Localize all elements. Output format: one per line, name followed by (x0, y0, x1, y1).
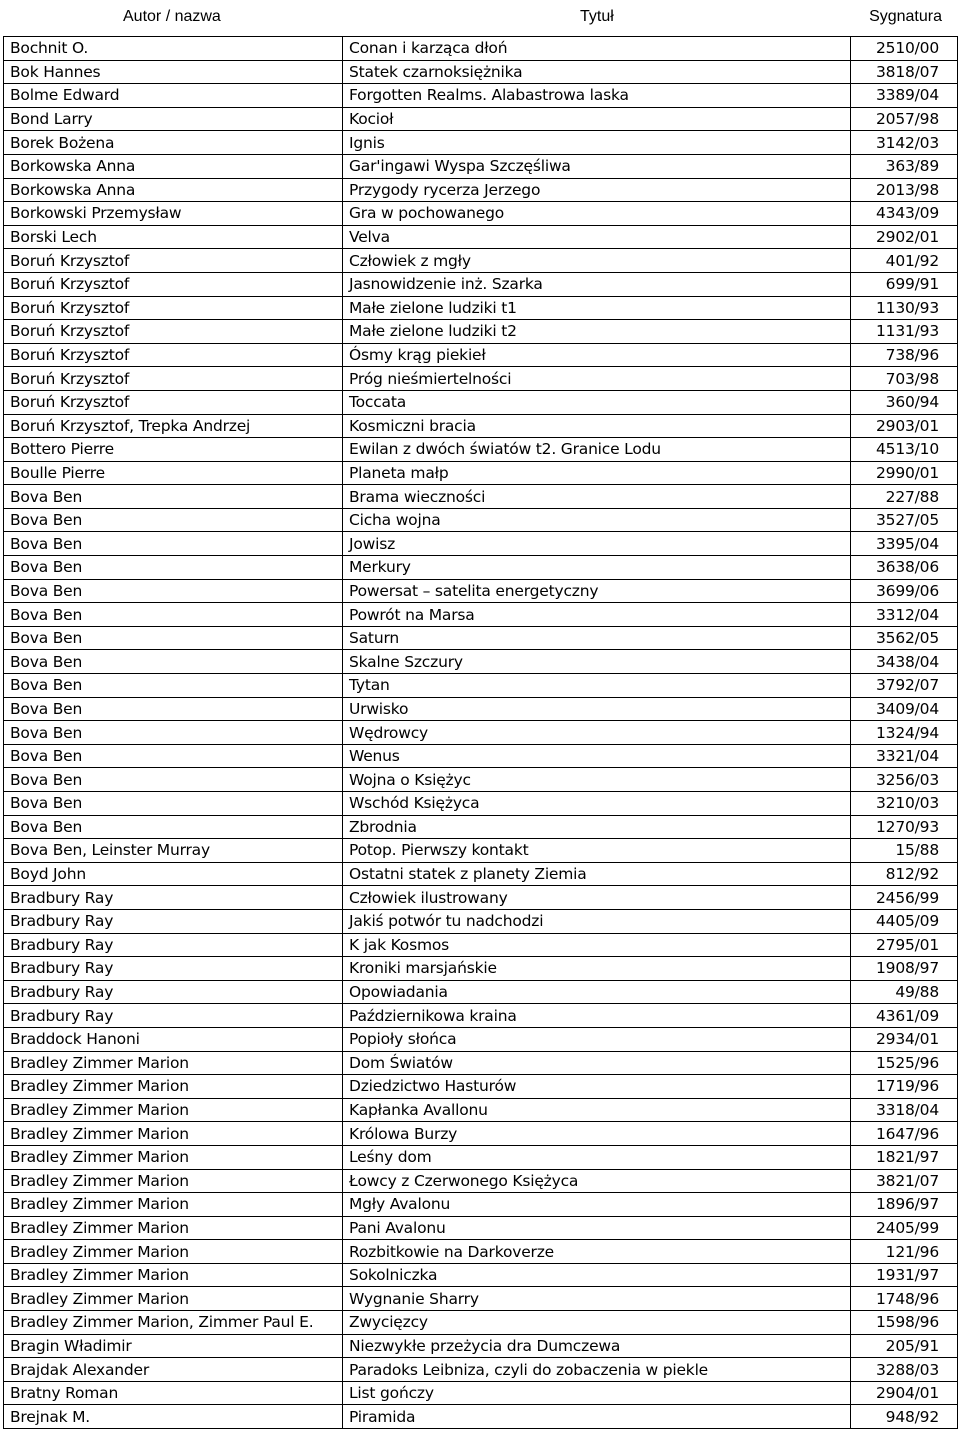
title-cell: Velva (343, 225, 851, 249)
signature-cell: 2057/98 (851, 107, 958, 131)
table-row (4, 1075, 958, 1099)
author-cell: Borkowska Anna (4, 178, 343, 202)
title-cell: K jak Kosmos (343, 933, 851, 957)
table-row (4, 1287, 958, 1311)
signature-cell: 1130/93 (851, 296, 958, 320)
title-cell: Dziedzictwo Hasturów (343, 1075, 851, 1099)
title-cell: Potop. Pierwszy kontakt (343, 839, 851, 863)
signature-cell: 1647/96 (851, 1122, 958, 1146)
signature-cell: 812/92 (851, 862, 958, 886)
table-row (4, 1169, 958, 1193)
signature-cell: 699/91 (851, 272, 958, 296)
author-cell: Bradbury Ray (4, 980, 343, 1004)
signature-cell: 1748/96 (851, 1287, 958, 1311)
author-cell: Boruń Krzysztof (4, 296, 343, 320)
catalog-rows (4, 37, 958, 1429)
table-row (4, 1051, 958, 1075)
author-cell: Boruń Krzysztof (4, 249, 343, 273)
title-cell: Leśny dom (343, 1145, 851, 1169)
table-row (4, 532, 958, 556)
title-cell: Paradoks Leibniza, czyli do zobaczenia w piekle (343, 1358, 851, 1382)
table-row (4, 154, 958, 178)
table-row (4, 674, 958, 698)
table-row (4, 886, 958, 910)
title-cell: Skalne Szczury (343, 650, 851, 674)
signature-cell: 4513/10 (851, 438, 958, 462)
table-row (4, 390, 958, 414)
author-cell: Boruń Krzysztof (4, 343, 343, 367)
table-row (4, 744, 958, 768)
table-row (4, 343, 958, 367)
signature-cell: 2934/01 (851, 1027, 958, 1051)
table-row (4, 626, 958, 650)
author-cell: Bova Ben (4, 508, 343, 532)
title-cell: Małe zielone ludziki t1 (343, 296, 851, 320)
signature-cell: 2903/01 (851, 414, 958, 438)
signature-cell: 3562/05 (851, 626, 958, 650)
table-row (4, 1098, 958, 1122)
title-cell: Przygody rycerza Jerzego (343, 178, 851, 202)
author-cell: Bradley Zimmer Marion (4, 1051, 343, 1075)
table-row (4, 1145, 958, 1169)
table-row (4, 909, 958, 933)
signature-cell: 1931/97 (851, 1263, 958, 1287)
title-cell: Mgły Avalonu (343, 1193, 851, 1217)
table-row (4, 461, 958, 485)
title-cell: Kosmiczni bracia (343, 414, 851, 438)
author-cell: Bova Ben (4, 768, 343, 792)
author-cell: Bova Ben (4, 815, 343, 839)
signature-cell: 3792/07 (851, 674, 958, 698)
author-cell: Bochnit O. (4, 37, 343, 61)
table-row (4, 1027, 958, 1051)
author-cell: Boruń Krzysztof (4, 390, 343, 414)
title-cell: Jasnowidzenie inż. Szarka (343, 272, 851, 296)
title-cell: Ewilan z dwóch światów t2. Granice Lodu (343, 438, 851, 462)
title-cell: Ignis (343, 131, 851, 155)
signature-cell: 1131/93 (851, 320, 958, 344)
title-cell: Kroniki marsjańskie (343, 957, 851, 981)
signature-cell: 3312/04 (851, 603, 958, 627)
author-cell: Borski Lech (4, 225, 343, 249)
author-cell: Bradley Zimmer Marion (4, 1287, 343, 1311)
table-row (4, 839, 958, 863)
author-cell: Bratny Roman (4, 1381, 343, 1405)
signature-cell: 2904/01 (851, 1381, 958, 1405)
author-cell: Bova Ben, Leinster Murray (4, 839, 343, 863)
table-row (4, 60, 958, 84)
signature-cell: 3321/04 (851, 744, 958, 768)
title-cell: Toccata (343, 390, 851, 414)
title-cell: Kapłanka Avallonu (343, 1098, 851, 1122)
author-cell: Bova Ben (4, 721, 343, 745)
table-row (4, 768, 958, 792)
author-cell: Bradbury Ray (4, 886, 343, 910)
signature-cell: 738/96 (851, 343, 958, 367)
table-row (4, 1216, 958, 1240)
author-cell: Bradley Zimmer Marion (4, 1169, 343, 1193)
title-cell: Łowcy z Czerwonego Księżyca (343, 1169, 851, 1193)
author-cell: Boruń Krzysztof (4, 367, 343, 391)
author-cell: Boyd John (4, 862, 343, 886)
title-cell: Wędrowcy (343, 721, 851, 745)
title-cell: List gończy (343, 1381, 851, 1405)
signature-cell: 3438/04 (851, 650, 958, 674)
title-cell: Próg nieśmiertelności (343, 367, 851, 391)
table-row (4, 225, 958, 249)
signature-cell: 227/88 (851, 485, 958, 509)
signature-cell: 1821/97 (851, 1145, 958, 1169)
title-cell: Urwisko (343, 697, 851, 721)
signature-cell: 2795/01 (851, 933, 958, 957)
title-cell: Brama wieczności (343, 485, 851, 509)
signature-cell: 363/89 (851, 154, 958, 178)
title-cell: Powersat – satelita energetyczny (343, 579, 851, 603)
table-row (4, 957, 958, 981)
title-cell: Niezwykłe przeżycia dra Dumczewa (343, 1334, 851, 1358)
signature-cell: 1324/94 (851, 721, 958, 745)
table-row (4, 650, 958, 674)
author-cell: Boruń Krzysztof (4, 272, 343, 296)
table-row (4, 107, 958, 131)
author-cell: Boruń Krzysztof (4, 320, 343, 344)
signature-cell: 4343/09 (851, 202, 958, 226)
table-row (4, 414, 958, 438)
signature-cell: 1896/97 (851, 1193, 958, 1217)
author-cell: Brejnak M. (4, 1405, 343, 1429)
title-cell: Forgotten Realms. Alabastrowa laska (343, 84, 851, 108)
table-row (4, 792, 958, 816)
title-cell: Ostatni statek z planety Ziemia (343, 862, 851, 886)
title-cell: Kocioł (343, 107, 851, 131)
table-row (4, 556, 958, 580)
table-row (4, 1004, 958, 1028)
signature-cell: 360/94 (851, 390, 958, 414)
table-row (4, 1263, 958, 1287)
table-row (4, 697, 958, 721)
signature-cell: 2405/99 (851, 1216, 958, 1240)
author-cell: Bradley Zimmer Marion (4, 1122, 343, 1146)
author-cell: Bradbury Ray (4, 909, 343, 933)
title-cell: Saturn (343, 626, 851, 650)
author-cell: Bradley Zimmer Marion (4, 1145, 343, 1169)
table-row (4, 249, 958, 273)
title-cell: Tytan (343, 674, 851, 698)
signature-cell: 2013/98 (851, 178, 958, 202)
table-row (4, 367, 958, 391)
title-cell: Statek czarnoksiężnika (343, 60, 851, 84)
table-row (4, 485, 958, 509)
signature-cell: 3318/04 (851, 1098, 958, 1122)
table-row (4, 131, 958, 155)
author-cell: Borkowska Anna (4, 154, 343, 178)
table-row (4, 84, 958, 108)
table-row (4, 37, 958, 61)
title-cell: Cicha wojna (343, 508, 851, 532)
signature-cell: 948/92 (851, 1405, 958, 1429)
title-cell: Ósmy krąg piekieł (343, 343, 851, 367)
signature-cell: 1908/97 (851, 957, 958, 981)
signature-cell: 205/91 (851, 1334, 958, 1358)
signature-cell: 1719/96 (851, 1075, 958, 1099)
table-row (4, 508, 958, 532)
author-cell: Bova Ben (4, 674, 343, 698)
title-cell: Popioły słońca (343, 1027, 851, 1051)
title-cell: Opowiadania (343, 980, 851, 1004)
signature-cell: 3395/04 (851, 532, 958, 556)
signature-cell: 2456/99 (851, 886, 958, 910)
title-cell: Październikowa kraina (343, 1004, 851, 1028)
table-row (4, 603, 958, 627)
title-cell: Piramida (343, 1405, 851, 1429)
author-cell: Bova Ben (4, 626, 343, 650)
author-cell: Bova Ben (4, 532, 343, 556)
signature-cell: 4405/09 (851, 909, 958, 933)
signature-cell: 1270/93 (851, 815, 958, 839)
table-row (4, 1381, 958, 1405)
title-cell: Jakiś potwór tu nadchodzi (343, 909, 851, 933)
title-cell: Wygnanie Sharry (343, 1287, 851, 1311)
title-cell: Rozbitkowie na Darkoverze (343, 1240, 851, 1264)
title-cell: Małe zielone ludziki t2 (343, 320, 851, 344)
author-cell: Bottero Pierre (4, 438, 343, 462)
table-row (4, 933, 958, 957)
signature-cell: 401/92 (851, 249, 958, 273)
header-signature: Sygnatura (869, 8, 942, 25)
table-row (4, 1240, 958, 1264)
signature-cell: 2510/00 (851, 37, 958, 61)
author-cell: Bova Ben (4, 650, 343, 674)
author-cell: Bova Ben (4, 744, 343, 768)
author-cell: Brajdak Alexander (4, 1358, 343, 1382)
title-cell: Gar'ingawi Wyspa Szczęśliwa (343, 154, 851, 178)
signature-cell: 3256/03 (851, 768, 958, 792)
table-row (4, 178, 958, 202)
author-cell: Braddock Hanoni (4, 1027, 343, 1051)
signature-cell: 121/96 (851, 1240, 958, 1264)
author-cell: Bradbury Ray (4, 933, 343, 957)
table-row (4, 1334, 958, 1358)
table-row (4, 721, 958, 745)
author-cell: Bova Ben (4, 603, 343, 627)
author-cell: Bragin Władimir (4, 1334, 343, 1358)
signature-cell: 3821/07 (851, 1169, 958, 1193)
signature-cell: 4361/09 (851, 1004, 958, 1028)
author-cell: Bova Ben (4, 485, 343, 509)
table-row (4, 1193, 958, 1217)
author-cell: Boruń Krzysztof, Trepka Andrzej (4, 414, 343, 438)
author-cell: Bradbury Ray (4, 1004, 343, 1028)
catalog-table (3, 36, 958, 1429)
signature-cell: 703/98 (851, 367, 958, 391)
table-row (4, 815, 958, 839)
author-cell: Bradley Zimmer Marion (4, 1193, 343, 1217)
title-cell: Królowa Burzy (343, 1122, 851, 1146)
author-cell: Bradley Zimmer Marion (4, 1075, 343, 1099)
table-row (4, 320, 958, 344)
signature-cell: 2990/01 (851, 461, 958, 485)
table-row (4, 1358, 958, 1382)
signature-cell: 3142/03 (851, 131, 958, 155)
signature-cell: 1525/96 (851, 1051, 958, 1075)
title-cell: Człowiek ilustrowany (343, 886, 851, 910)
table-row (4, 296, 958, 320)
author-cell: Bradbury Ray (4, 957, 343, 981)
title-cell: Pani Avalonu (343, 1216, 851, 1240)
title-cell: Wschód Księżyca (343, 792, 851, 816)
author-cell: Bok Hannes (4, 60, 343, 84)
signature-cell: 3818/07 (851, 60, 958, 84)
title-cell: Wojna o Księżyc (343, 768, 851, 792)
title-cell: Conan i karząca dłoń (343, 37, 851, 61)
table-row (4, 862, 958, 886)
signature-cell: 3638/06 (851, 556, 958, 580)
author-cell: Bolme Edward (4, 84, 343, 108)
table-row (4, 980, 958, 1004)
signature-cell: 3699/06 (851, 579, 958, 603)
author-cell: Boulle Pierre (4, 461, 343, 485)
author-cell: Bradley Zimmer Marion (4, 1263, 343, 1287)
signature-cell: 3389/04 (851, 84, 958, 108)
author-cell: Bradley Zimmer Marion (4, 1098, 343, 1122)
column-headers (0, 0, 960, 36)
title-cell: Gra w pochowanego (343, 202, 851, 226)
signature-cell: 2902/01 (851, 225, 958, 249)
signature-cell: 49/88 (851, 980, 958, 1004)
author-cell: Bova Ben (4, 697, 343, 721)
title-cell: Sokolniczka (343, 1263, 851, 1287)
author-cell: Bova Ben (4, 556, 343, 580)
table-row (4, 1122, 958, 1146)
title-cell: Dom Światów (343, 1051, 851, 1075)
title-cell: Powrót na Marsa (343, 603, 851, 627)
table-row (4, 1405, 958, 1429)
author-cell: Bova Ben (4, 792, 343, 816)
signature-cell: 3409/04 (851, 697, 958, 721)
table-row (4, 579, 958, 603)
title-cell: Człowiek z mgły (343, 249, 851, 273)
title-cell: Wenus (343, 744, 851, 768)
author-cell: Bova Ben (4, 579, 343, 603)
header-author: Autor / nazwa (123, 8, 221, 25)
table-row (4, 272, 958, 296)
author-cell: Bradley Zimmer Marion (4, 1216, 343, 1240)
table-row (4, 1311, 958, 1335)
author-cell: Bradley Zimmer Marion (4, 1240, 343, 1264)
title-cell: Zbrodnia (343, 815, 851, 839)
title-cell: Merkury (343, 556, 851, 580)
table-row (4, 438, 958, 462)
author-cell: Borek Bożena (4, 131, 343, 155)
header-title: Tytuł (580, 8, 614, 25)
author-cell: Bradley Zimmer Marion, Zimmer Paul E. (4, 1311, 343, 1335)
signature-cell: 15/88 (851, 839, 958, 863)
signature-cell: 3527/05 (851, 508, 958, 532)
signature-cell: 1598/96 (851, 1311, 958, 1335)
author-cell: Borkowski Przemysław (4, 202, 343, 226)
signature-cell: 3288/03 (851, 1358, 958, 1382)
title-cell: Jowisz (343, 532, 851, 556)
title-cell: Zwycięzcy (343, 1311, 851, 1335)
signature-cell: 3210/03 (851, 792, 958, 816)
table-row (4, 202, 958, 226)
title-cell: Planeta małp (343, 461, 851, 485)
author-cell: Bond Larry (4, 107, 343, 131)
